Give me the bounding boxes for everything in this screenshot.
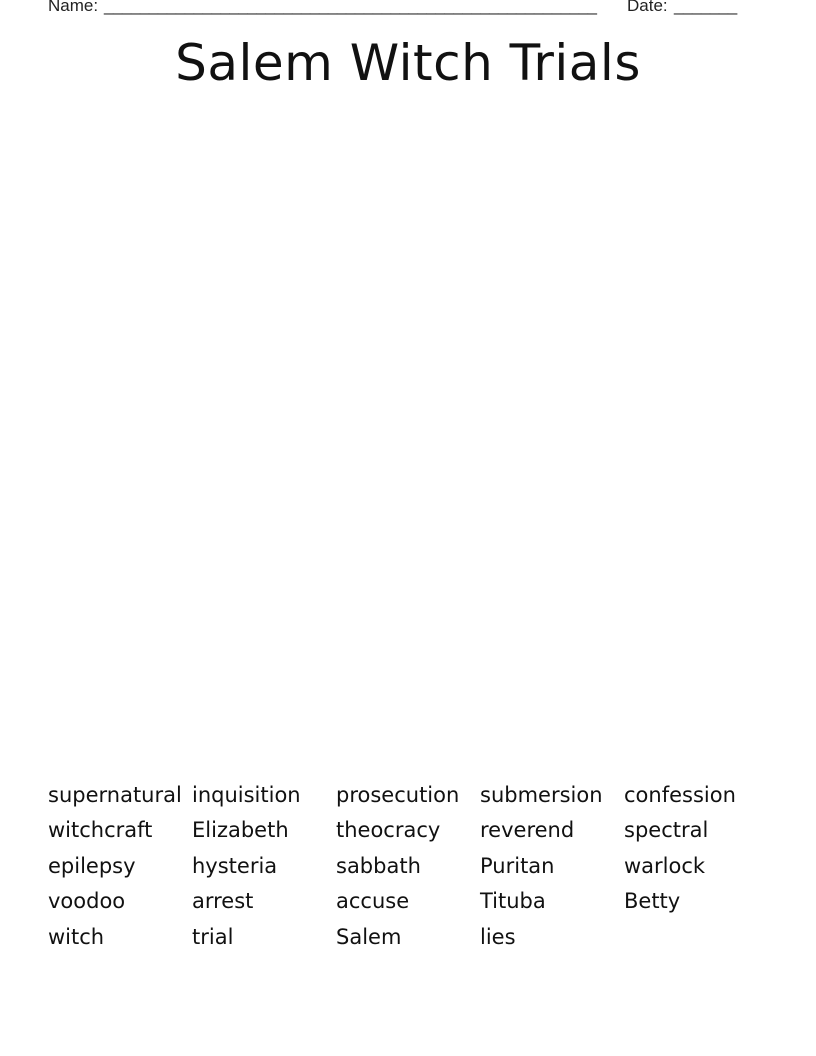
- grid-row: [82, 357, 738, 384]
- grid-row: [82, 547, 738, 574]
- grid-row: [82, 519, 738, 546]
- word-bank-item: epilepsy: [48, 853, 136, 878]
- grid-row: [82, 303, 738, 330]
- grid-row: [82, 140, 738, 167]
- word-bank-item: trial: [192, 924, 234, 949]
- word-bank-item: witch: [48, 924, 105, 949]
- grid-row: [82, 221, 738, 248]
- word-bank-item: Elizabeth: [192, 818, 289, 843]
- grid-row: [82, 655, 738, 682]
- grid-row: [82, 438, 738, 465]
- word-bank-item: witchcraft: [48, 818, 153, 843]
- grid-row: [82, 709, 738, 736]
- word-bank-item: sabbath: [336, 853, 421, 878]
- word-bank-item: accuse: [336, 889, 410, 914]
- grid-row: [82, 248, 738, 275]
- letter-grid: [82, 113, 738, 763]
- grid-row: [82, 330, 738, 357]
- word-bank-item: theocracy: [336, 818, 441, 843]
- word-bank-item: Salem: [336, 924, 402, 949]
- word-bank-item: spectral: [624, 818, 709, 843]
- word-bank-item: warlock: [624, 853, 706, 878]
- word-bank-item: inquisition: [192, 783, 301, 807]
- word-bank-item: confession: [624, 783, 736, 807]
- grid-row: [82, 736, 738, 763]
- grid-row: [82, 492, 738, 519]
- grid-row: [82, 682, 738, 709]
- page-title: Salem Witch Trials: [175, 34, 641, 92]
- grid-row: [82, 574, 738, 601]
- header: [48, 0, 748, 20]
- word-bank-item: supernatural: [48, 783, 182, 807]
- name-field-line[interactable]: _______________________________________________________: [104, 0, 597, 15]
- date-field-line[interactable]: _______: [674, 0, 737, 15]
- grid-row: [82, 167, 738, 194]
- word-bank-item: Tituba: [480, 889, 546, 914]
- word-bank-item: lies: [480, 924, 516, 949]
- word-bank-item: Betty: [624, 889, 681, 914]
- grid-row: [82, 411, 738, 438]
- word-bank-item: prosecution: [336, 783, 460, 807]
- word-bank-item: voodoo: [48, 889, 126, 914]
- word-bank-item: hysteria: [192, 853, 278, 878]
- grid-row: [82, 628, 738, 655]
- word-bank-item: submersion: [480, 783, 603, 807]
- grid-row: [82, 384, 738, 411]
- name-label: Name:: [48, 0, 99, 15]
- date-label: Date:: [627, 0, 668, 15]
- word-bank: [48, 781, 788, 952]
- word-bank-item: arrest: [192, 889, 254, 914]
- word-bank-item: reverend: [480, 818, 575, 843]
- grid-row: [82, 194, 738, 221]
- grid-row: [82, 276, 738, 303]
- grid-row: [82, 465, 738, 492]
- grid-row: [82, 601, 738, 628]
- word-bank-item: Puritan: [480, 853, 555, 878]
- grid-row: [82, 113, 738, 140]
